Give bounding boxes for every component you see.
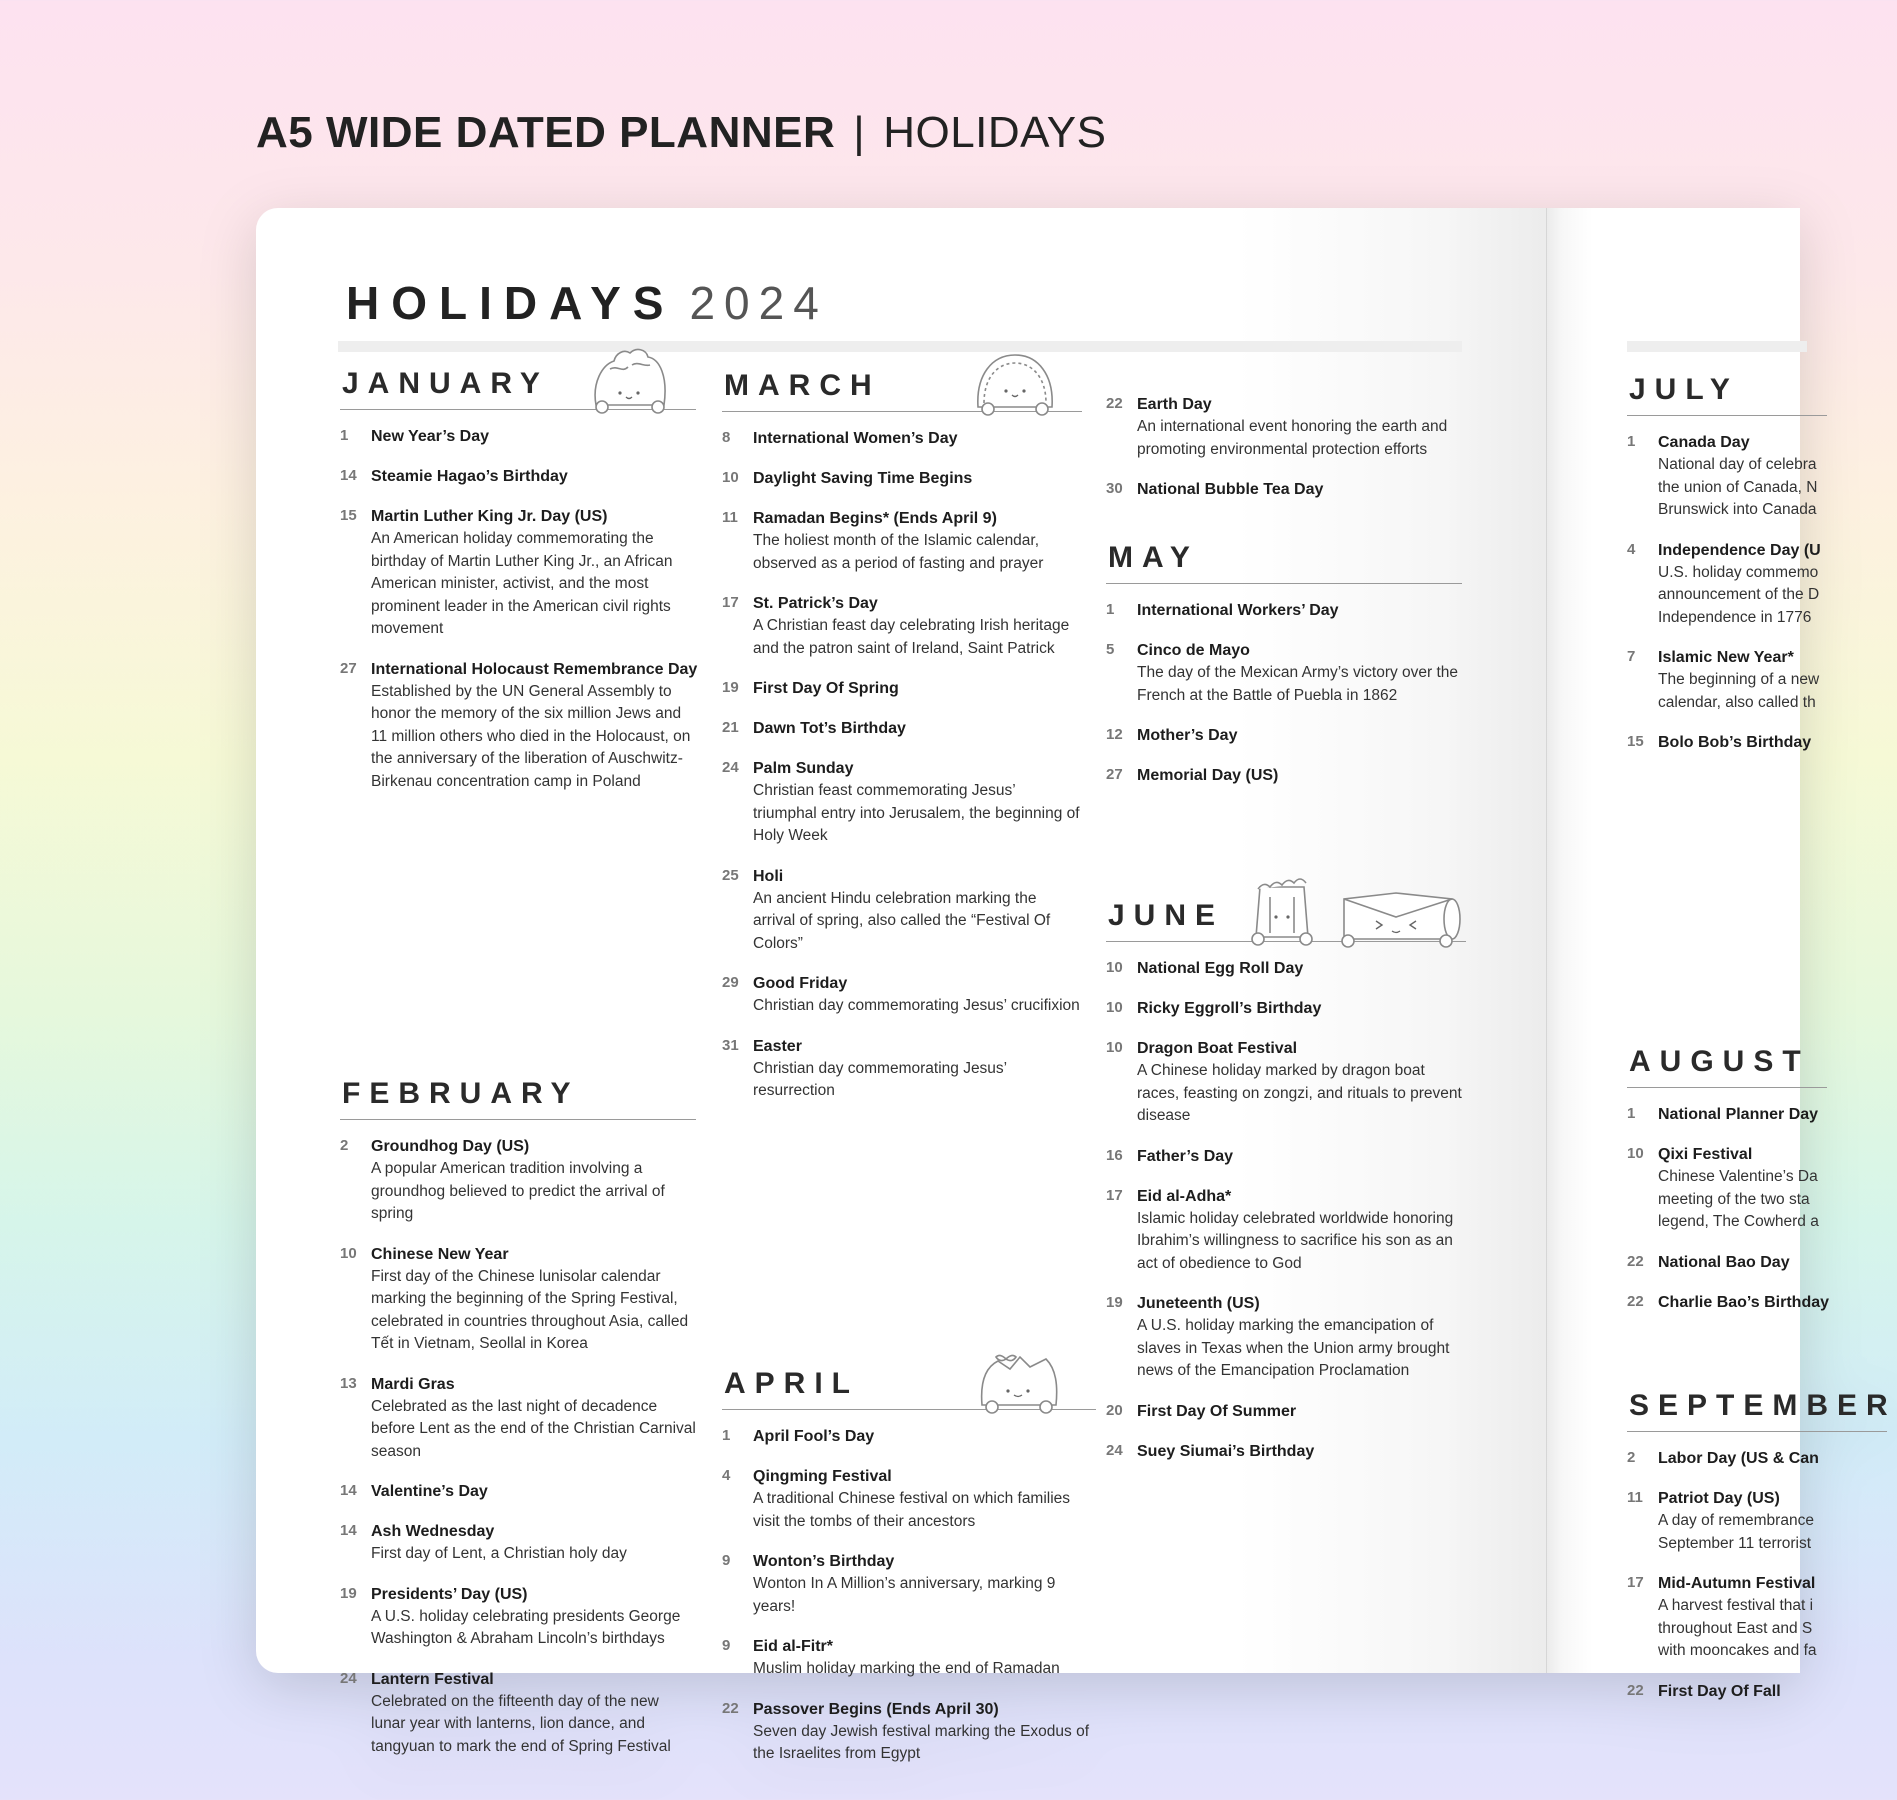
month-title: SEPTEMBER <box>1629 1389 1897 1422</box>
holiday-entry <box>722 1036 1082 1103</box>
holiday-date: 27 <box>1106 766 1123 783</box>
description-line: legend, The Cowherd a <box>1658 1213 1819 1230</box>
holiday-name: Memorial Day (US) <box>1137 767 1279 784</box>
holiday-name: Steamie Hagao’s Birthday <box>371 468 568 485</box>
holiday-name: Palm Sunday <box>753 760 854 777</box>
holiday-description: First day of the Chinese lunisolar calendar marking the beginning of the Spring Festival, celebrated in countries throughout Asia, called Tết in Vietnam, Seollal in Korea <box>371 1267 689 1352</box>
holiday-date: 19 <box>722 679 739 696</box>
holiday-name: Cinco de Mayo <box>1137 642 1250 659</box>
holiday-description <box>1658 1595 1817 1663</box>
month-header <box>1627 1036 1827 1088</box>
holiday-entry <box>722 1699 1096 1766</box>
holiday-date: 19 <box>1106 1294 1123 1311</box>
holiday-description <box>1658 669 1820 714</box>
holiday-entry <box>1627 1488 1814 1555</box>
holiday-entry <box>1627 432 1818 522</box>
holiday-date: 11 <box>722 509 738 526</box>
holiday-date: 24 <box>1106 1441 1123 1459</box>
holiday-entry <box>340 1584 696 1651</box>
holiday-name: Daylight Saving Time Begins <box>753 470 973 487</box>
holiday-date: 10 <box>1106 999 1123 1016</box>
holiday-date: 29 <box>722 974 739 991</box>
holiday-entry <box>1106 394 1466 461</box>
holiday-description: The day of the Mexican Army’s victory over the French at the Battle of Puebla in 1862 <box>1137 664 1459 704</box>
holiday-description <box>1658 562 1820 630</box>
holiday-name: Juneteenth (US) <box>1137 1295 1260 1312</box>
holiday-name: Dragon Boat Festival <box>1137 1040 1298 1057</box>
holiday-date: 11 <box>1627 1489 1643 1506</box>
month-title: MARCH <box>724 369 881 402</box>
holiday-date: 27 <box>340 659 357 677</box>
holiday-date: 7 <box>1627 648 1636 665</box>
header-title <box>256 108 1106 158</box>
holiday-date: 25 <box>722 866 739 884</box>
holiday-description: Islamic holiday celebrated worldwide honoring Ibrahim’s willingness to sacrifice his son as an act of obedience to God <box>1137 1209 1454 1272</box>
month-header <box>722 1358 1096 1410</box>
holiday-name: Martin Luther King Jr. Day (US) <box>371 508 608 525</box>
holiday-date: 9 <box>722 1552 731 1569</box>
holiday-description: The holiest month of the Islamic calendar, observed as a period of fasting and prayer <box>753 532 1044 572</box>
month-february <box>340 1068 696 1776</box>
holiday-entry <box>340 659 696 794</box>
holiday-name: New Year’s Day <box>371 428 490 445</box>
holiday-description: A Chinese holiday marked by dragon boat races, feasting on zongzi, and rituals to prevent disease <box>1137 1062 1462 1124</box>
month-may <box>1106 540 1462 805</box>
holiday-entry <box>340 466 696 488</box>
holiday-name: Presidents’ Day (US) <box>371 1585 528 1603</box>
holiday-name: Holi <box>753 867 784 885</box>
holiday-entry <box>1627 1144 1819 1234</box>
holiday-entry <box>722 428 1082 450</box>
eggroll-mascot-icon <box>1336 883 1466 949</box>
month-header <box>340 358 696 410</box>
holiday-entry <box>722 593 1082 660</box>
holiday-name: International Holocaust Remembrance Day <box>371 660 698 678</box>
holiday-description <box>1658 454 1818 522</box>
holiday-date: 15 <box>340 507 357 524</box>
holiday-name: Valentine’s Day <box>371 1483 488 1500</box>
holiday-name: Ricky Eggroll’s Birthday <box>1137 1000 1322 1017</box>
holiday-entry <box>1106 640 1462 707</box>
holiday-entry <box>722 1466 1096 1533</box>
holiday-date: 16 <box>1106 1146 1123 1164</box>
holiday-entry <box>722 973 1082 1018</box>
holiday-description <box>1658 1510 1814 1555</box>
month-title: JUNE <box>1108 899 1225 932</box>
holiday-name: Independence Day (U <box>1658 541 1821 559</box>
month-header <box>1106 888 1466 942</box>
month-header <box>340 1068 696 1120</box>
holiday-date: 22 <box>1106 395 1123 412</box>
holiday-entry <box>1627 647 1820 714</box>
holiday-date: 1 <box>1627 433 1636 450</box>
holiday-description: A U.S. holiday celebrating presidents George Washington & Abraham Lincoln’s birthdays <box>371 1607 681 1647</box>
holiday-entry <box>1627 732 1812 754</box>
holiday-description: Seven day Jewish festival marking the Exodus of the Israelites from Egypt <box>753 1722 1090 1762</box>
holiday-description: Christian day commemorating Jesus’ crucifixion <box>753 997 1080 1014</box>
left-page <box>256 208 1546 1762</box>
holiday-date: 1 <box>1106 601 1115 618</box>
month-july <box>1627 364 1821 772</box>
holiday-description: Celebrated on the fifteenth day of the new lunar year with lanterns, lion dance, and tangyuan to mark the end of Spring Festival <box>371 1692 671 1755</box>
holiday-name: National Bubble Tea Day <box>1137 481 1324 498</box>
holiday-entry <box>722 758 1082 848</box>
holiday-date: 24 <box>722 759 739 776</box>
month-header <box>722 358 1082 412</box>
holiday-entry <box>340 1521 696 1566</box>
month-march <box>722 358 1082 1121</box>
description-line: the union of Canada, N <box>1658 478 1818 496</box>
tart-mascot-icon <box>972 345 1058 419</box>
holiday-entry <box>340 506 696 641</box>
holiday-name: National Planner Day <box>1658 1106 1819 1123</box>
holiday-entry <box>340 1136 696 1226</box>
holiday-date: 5 <box>1106 641 1115 658</box>
description-line: A harvest festival that i <box>1658 1597 1814 1614</box>
month-header <box>1627 1380 1897 1432</box>
holiday-date: 14 <box>340 1482 357 1499</box>
holiday-name: Labor Day (US & Can <box>1658 1450 1819 1467</box>
description-line: The beginning of a new <box>1658 671 1820 688</box>
holiday-name: Patriot Day (US) <box>1658 1490 1780 1507</box>
description-line: Independence in 1776 <box>1658 608 1812 626</box>
holiday-date: 10 <box>1106 959 1123 976</box>
holiday-entry <box>722 508 1082 575</box>
holiday-entry <box>722 1551 1096 1618</box>
holiday-entry <box>722 1636 1096 1681</box>
holiday-name: Mother’s Day <box>1137 727 1238 744</box>
holiday-description: An American holiday commemorating the birthday of Martin Luther King Jr., an African American minister, activist, and the most prominent leader in the American civil rights movement <box>371 530 673 637</box>
page-title <box>346 276 828 330</box>
holiday-entry <box>340 1669 696 1759</box>
holiday-date: 20 <box>1106 1401 1123 1419</box>
holiday-date: 21 <box>722 719 739 736</box>
holiday-date: 31 <box>722 1036 739 1054</box>
month-title: JANUARY <box>342 367 549 400</box>
holiday-date: 22 <box>1627 1292 1644 1310</box>
holiday-name: Earth Day <box>1137 396 1212 413</box>
description-line: A day of remembrance <box>1658 1512 1814 1529</box>
holiday-date: 22 <box>722 1699 739 1717</box>
holiday-description: An international event honoring the earth and promoting environmental protection efforts <box>1137 418 1448 458</box>
page-title-text: HOLIDAYS <box>346 277 676 329</box>
holiday-name: First Day Of Summer <box>1137 1402 1297 1420</box>
description-line: Brunswick into Canada <box>1658 501 1817 518</box>
month-august <box>1627 1036 1830 1332</box>
holiday-entry <box>340 426 696 448</box>
description-line: with mooncakes and fa <box>1658 1642 1817 1659</box>
holiday-name: Qingming Festival <box>753 1468 892 1485</box>
wonton-mascot-icon <box>976 1345 1062 1417</box>
holiday-entry <box>340 1244 696 1356</box>
month-title: JULY <box>1629 373 1739 406</box>
holiday-description <box>1658 1166 1819 1234</box>
holiday-entry <box>1106 998 1466 1020</box>
holiday-name: Islamic New Year* <box>1658 649 1794 666</box>
month-title: APRIL <box>724 1367 859 1400</box>
description-line: National day of celebra <box>1658 456 1817 473</box>
holiday-date: 2 <box>340 1137 349 1154</box>
month-header <box>1106 540 1462 584</box>
holiday-name: Easter <box>753 1037 802 1055</box>
holiday-date: 1 <box>1627 1105 1636 1122</box>
description-line: U.S. holiday commemo <box>1658 563 1819 581</box>
holiday-name: International Women’s Day <box>753 430 958 447</box>
holiday-name: Father’s Day <box>1137 1147 1234 1165</box>
holiday-name: Groundhog Day (US) <box>371 1138 530 1155</box>
holiday-entry <box>722 678 1082 700</box>
holiday-date: 15 <box>1627 733 1644 750</box>
holiday-name: April Fool’s Day <box>753 1428 875 1445</box>
holiday-name: Charlie Bao’s Birthday <box>1658 1293 1830 1311</box>
holiday-date: 4 <box>722 1467 731 1484</box>
planner-spread <box>256 208 1897 1762</box>
holiday-entry <box>722 1426 1096 1448</box>
holiday-name: Lantern Festival <box>371 1670 494 1688</box>
holiday-name: Eid al-Fitr* <box>753 1638 834 1655</box>
dumpling-mascot-icon <box>588 343 670 417</box>
right-page <box>1546 208 1897 1700</box>
holiday-name: Suey Siumai’s Birthday <box>1137 1442 1315 1460</box>
description-line: calendar, also called th <box>1658 693 1816 711</box>
holiday-description: A Christian feast day celebrating Irish heritage and the patron saint of Ireland, Saint Patrick <box>753 617 1070 657</box>
holiday-name: National Egg Roll Day <box>1137 960 1304 977</box>
holiday-date: 19 <box>340 1584 357 1602</box>
month-header <box>1627 364 1827 416</box>
holiday-date: 30 <box>1106 480 1123 497</box>
header-separator: | <box>853 108 866 157</box>
holiday-description: Christian day commemorating Jesus’ resurrection <box>753 1059 1007 1099</box>
holiday-entry <box>1106 958 1466 980</box>
holiday-entry <box>340 1481 696 1503</box>
holiday-entry <box>1106 600 1462 622</box>
holiday-name: Dawn Tot’s Birthday <box>753 720 906 737</box>
month-title: AUGUST <box>1629 1045 1810 1078</box>
title-divider-right <box>1627 341 1807 352</box>
holiday-entry <box>1627 540 1821 630</box>
holiday-description: A traditional Chinese festival on which families visit the tombs of their ancestors <box>753 1490 1071 1530</box>
description-line: September 11 terrorist <box>1658 1534 1812 1552</box>
holiday-description: First day of Lent, a Christian holy day <box>371 1545 627 1562</box>
holiday-entry <box>1106 725 1462 747</box>
holiday-description: An ancient Hindu celebration marking the arrival of spring, also called the “Festival Of Colors” <box>753 889 1051 952</box>
holiday-description: Christian feast commemorating Jesus’ triumphal entry into Jerusalem, the beginning of Holy Week <box>753 782 1080 844</box>
description-line: throughout East and S <box>1658 1619 1813 1637</box>
holiday-entry <box>1106 1186 1466 1276</box>
holiday-description: A popular American tradition involving a groundhog believed to predict the arrival of spring <box>371 1160 665 1222</box>
holiday-description: Wonton In A Million’s anniversary, marking 9 years! <box>753 1575 1056 1615</box>
holiday-date: 17 <box>1627 1574 1644 1591</box>
holiday-description: Established by the UN General Assembly to honor the memory of the six million Jews and 11 million others who died in the Holocaust, on the anniversary of the liberation of Auschwitz-Birkenau concentration camp in Poland <box>371 682 691 790</box>
month-april <box>722 1358 1096 1784</box>
holiday-entry <box>1627 1681 1801 1703</box>
holiday-entry <box>1106 765 1462 787</box>
holiday-description: Celebrated as the last night of decadence before Lent as the end of the Christian Carnival season <box>371 1397 696 1460</box>
header-title-light: HOLIDAYS <box>883 108 1107 157</box>
month-title: MAY <box>1108 541 1199 574</box>
holiday-entry <box>1106 1401 1466 1423</box>
holiday-date: 14 <box>340 1522 357 1539</box>
holiday-date: 22 <box>1627 1681 1644 1699</box>
title-divider <box>338 341 1462 352</box>
holiday-name: Mardi Gras <box>371 1375 455 1393</box>
holiday-name: Bolo Bob’s Birthday <box>1658 734 1812 751</box>
holiday-date: 9 <box>722 1637 731 1654</box>
holiday-name: Qixi Festival <box>1658 1146 1753 1163</box>
holiday-entry <box>1106 1293 1466 1383</box>
holiday-date: 10 <box>722 469 739 486</box>
holiday-date: 17 <box>1106 1186 1123 1204</box>
month-september <box>1627 1380 1897 1721</box>
holiday-entry <box>1627 1252 1801 1274</box>
holiday-name: Ramadan Begins* (Ends April 9) <box>753 510 997 527</box>
holiday-date: 22 <box>1627 1252 1644 1270</box>
holiday-date: 10 <box>1106 1039 1123 1056</box>
header-title-bold: A5 WIDE DATED PLANNER <box>256 108 836 157</box>
month-april-continued <box>1106 394 1466 519</box>
month-title: FEBRUARY <box>342 1077 580 1110</box>
holiday-date: 10 <box>340 1244 357 1262</box>
holiday-date: 24 <box>340 1669 357 1687</box>
holiday-date: 8 <box>722 429 731 446</box>
holiday-date: 14 <box>340 467 357 484</box>
holiday-entry <box>722 718 1082 740</box>
description-line: announcement of the D <box>1658 586 1820 603</box>
holiday-name: First Day Of Spring <box>753 680 899 697</box>
month-june <box>1106 888 1466 1481</box>
holiday-date: 13 <box>340 1374 357 1392</box>
holiday-name: First Day Of Fall <box>1658 1682 1781 1700</box>
holiday-name: Mid-Autumn Festival <box>1658 1575 1816 1592</box>
holiday-entry <box>1106 1146 1466 1168</box>
holiday-entry <box>1627 1292 1830 1314</box>
holiday-date: 12 <box>1106 726 1123 743</box>
siumai-mascot-icon <box>1246 873 1318 949</box>
holiday-entry <box>1106 1038 1466 1128</box>
holiday-date: 2 <box>1627 1449 1636 1466</box>
holiday-name: Passover Begins (Ends April 30) <box>753 1700 999 1718</box>
holiday-description: A U.S. holiday marking the emancipation of slaves in Texas when the Union army brought news of the Emancipation Proclamation <box>1137 1317 1450 1379</box>
holiday-entry <box>1627 1104 1819 1126</box>
description-line: Chinese Valentine’s Da <box>1658 1168 1818 1185</box>
holiday-entry <box>1106 1441 1466 1463</box>
holiday-entry <box>722 468 1082 490</box>
holiday-name: International Workers’ Day <box>1137 602 1339 619</box>
holiday-name: Good Friday <box>753 975 848 992</box>
holiday-date: 10 <box>1627 1145 1644 1162</box>
holiday-name: Wonton’s Birthday <box>753 1553 895 1570</box>
holiday-entry <box>340 1374 696 1464</box>
holiday-name: St. Patrick’s Day <box>753 595 878 612</box>
holiday-entry <box>1106 479 1466 501</box>
holiday-name: National Bao Day <box>1658 1253 1790 1271</box>
holiday-date: 17 <box>722 594 739 611</box>
month-january <box>340 358 696 811</box>
holiday-description: Muslim holiday marking the end of Ramadan <box>753 1660 1060 1677</box>
holiday-date: 1 <box>722 1427 731 1444</box>
page-title-year: 2024 <box>689 277 828 329</box>
holiday-entry <box>1627 1573 1817 1663</box>
holiday-entry <box>1627 1448 1819 1470</box>
holiday-name: Chinese New Year <box>371 1245 509 1263</box>
holiday-name: Ash Wednesday <box>371 1523 495 1540</box>
holiday-name: Eid al-Adha* <box>1137 1187 1232 1205</box>
holiday-entry <box>722 866 1082 956</box>
holiday-date: 4 <box>1627 540 1636 558</box>
description-line: meeting of the two sta <box>1658 1190 1810 1208</box>
holiday-date: 1 <box>340 427 349 444</box>
holiday-name: Canada Day <box>1658 434 1750 451</box>
